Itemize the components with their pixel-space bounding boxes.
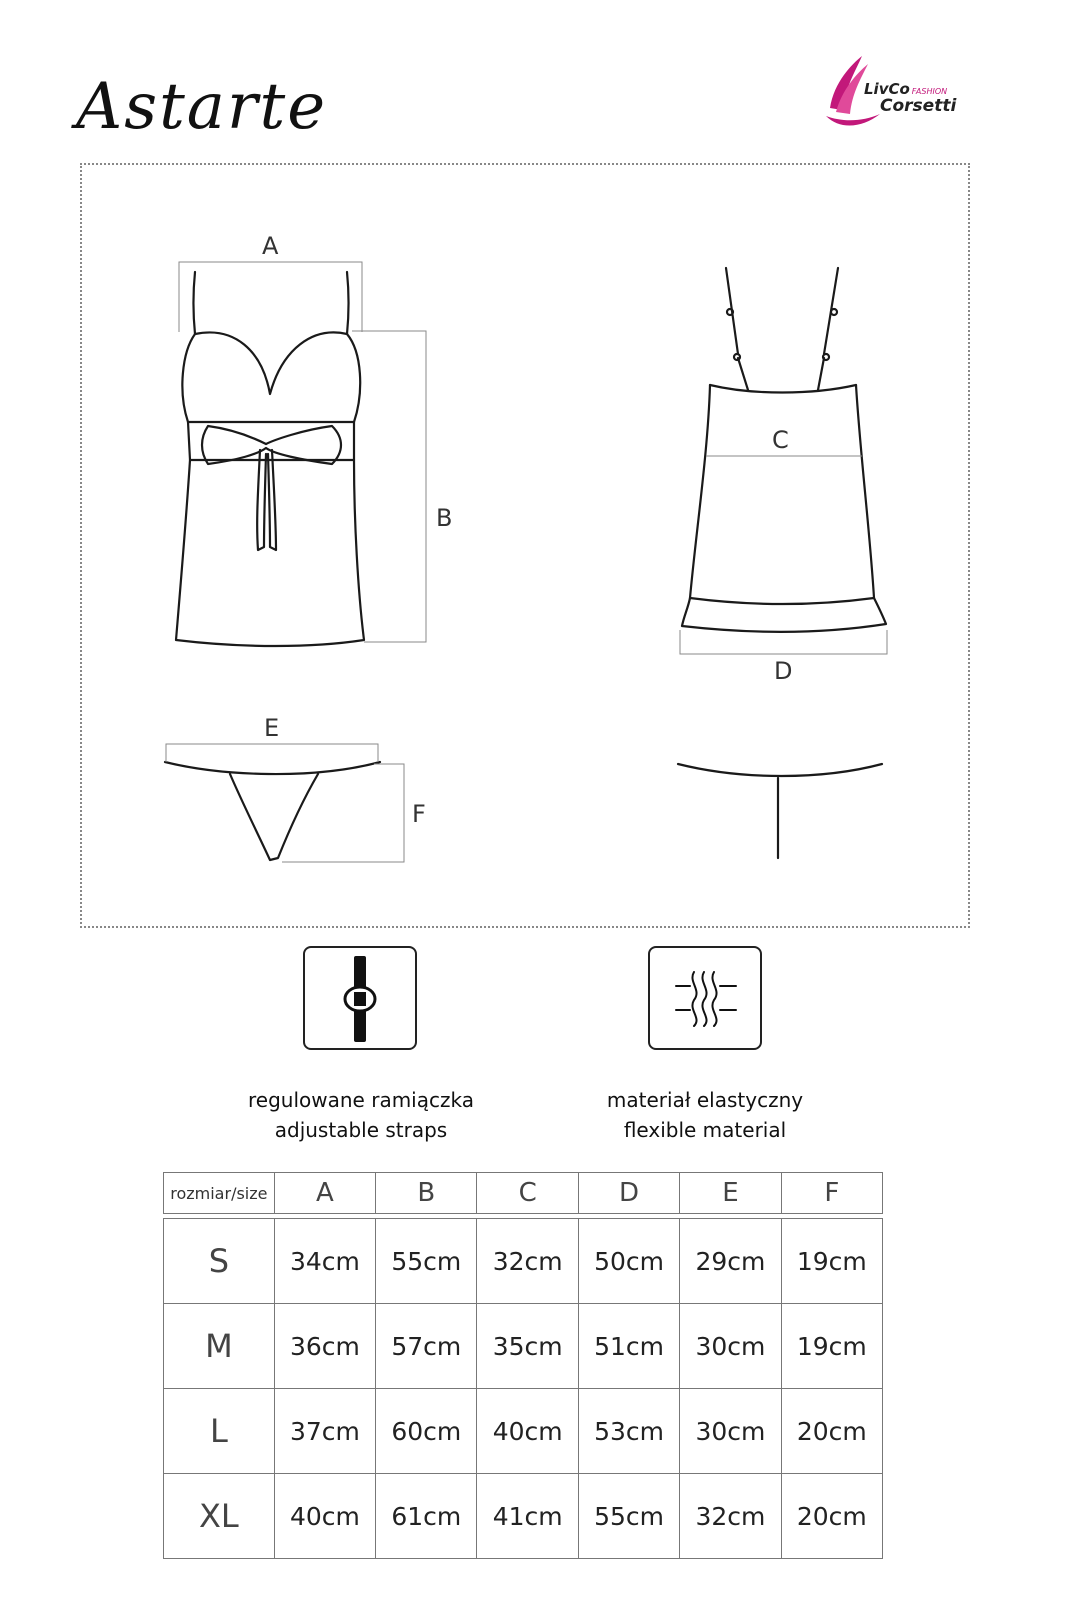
table-header-c: C (477, 1173, 578, 1214)
table-cell: 37cm (274, 1389, 375, 1474)
table-cell: 32cm (680, 1474, 781, 1559)
table-cell: 55cm (578, 1474, 679, 1559)
table-cell: 34cm (274, 1219, 375, 1304)
table-row-size: L (164, 1389, 275, 1474)
table-cell: 40cm (477, 1389, 578, 1474)
feature-text-adjustable-straps-pl: regulowane ramiączka (248, 1088, 474, 1112)
size-chart-table (163, 1172, 883, 1559)
table-row-size: S (164, 1219, 275, 1304)
dimension-label-b: B (436, 504, 453, 532)
table-row (164, 1304, 883, 1389)
table-header-b: B (376, 1173, 477, 1214)
dimension-label-c: C (772, 426, 789, 454)
garment-technical-drawing (80, 163, 970, 928)
table-cell: 20cm (781, 1474, 882, 1559)
table-cell: 61cm (376, 1474, 477, 1559)
table-cell: 35cm (477, 1304, 578, 1389)
table-cell: 50cm (578, 1219, 679, 1304)
logo-text-corsetti: Corsetti (880, 96, 957, 116)
dimension-label-a: A (262, 232, 279, 260)
garment-sketch (2, 2, 1066, 1002)
table-header-e: E (680, 1173, 781, 1214)
table-header-f: F (781, 1173, 882, 1214)
logo-text-fashion: FASHION (911, 87, 948, 96)
table-header-a: A (274, 1173, 375, 1214)
stretch-fabric-icon (648, 946, 762, 1050)
table-row (164, 1389, 883, 1474)
brand-title: Astarte (76, 70, 328, 144)
table-header-row (164, 1173, 883, 1214)
table-cell: 30cm (680, 1389, 781, 1474)
table-header-d: D (578, 1173, 679, 1214)
table-cell: 60cm (376, 1389, 477, 1474)
table-cell: 19cm (781, 1304, 882, 1389)
feature-text-adjustable-straps-en: adjustable straps (274, 1118, 448, 1142)
table-cell: 40cm (274, 1474, 375, 1559)
table-cell: 53cm (578, 1389, 679, 1474)
dimension-label-f: F (412, 800, 426, 828)
dimension-label-e: E (264, 714, 280, 742)
table-cell: 20cm (781, 1389, 882, 1474)
table-cell: 30cm (680, 1304, 781, 1389)
logo-text-livco: LivCo (864, 80, 910, 98)
adjustable-strap-icon (303, 946, 417, 1050)
table-cell: 41cm (477, 1474, 578, 1559)
dimension-label-d: D (774, 657, 793, 685)
table-row-size: XL (164, 1474, 275, 1559)
feature-text-flexible-material-pl: materiał elastyczny (606, 1088, 804, 1112)
table-header-size: rozmiar/size (164, 1173, 275, 1214)
table-cell: 29cm (680, 1219, 781, 1304)
table-row-size: M (164, 1304, 275, 1389)
feature-text-flexible-material-en: flexible material (623, 1118, 787, 1142)
table-cell: 57cm (376, 1304, 477, 1389)
table-cell: 19cm (781, 1219, 882, 1304)
table-cell: 36cm (274, 1304, 375, 1389)
table-row (164, 1474, 883, 1559)
table-cell: 51cm (578, 1304, 679, 1389)
table-row (164, 1219, 883, 1304)
table-cell: 55cm (376, 1219, 477, 1304)
table-cell: 32cm (477, 1219, 578, 1304)
